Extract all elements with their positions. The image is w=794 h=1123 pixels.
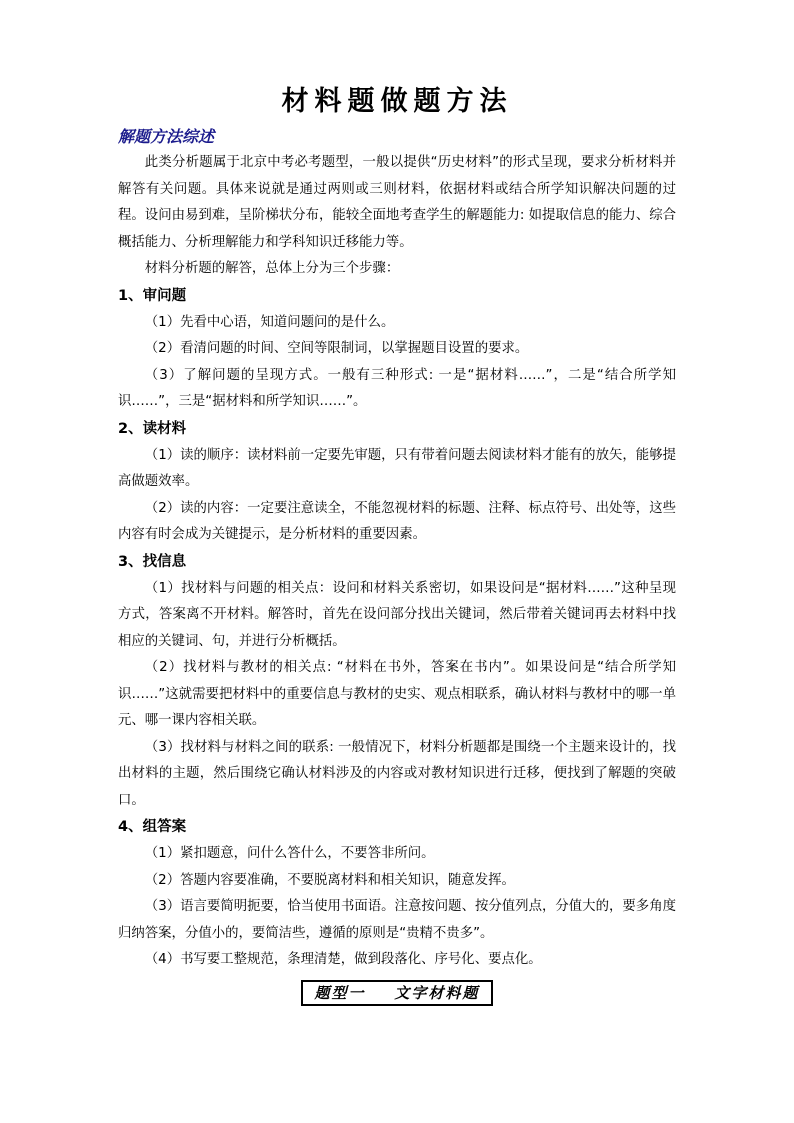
step-paragraph: （1）紧扣题意，问什么答什么，不要答非所问。 (144, 846, 435, 861)
section-heading: 3、找信息 (118, 553, 187, 570)
intro-paragraph: 材料分析题的解答，总体上分为三个步骤： (144, 261, 400, 276)
step-paragraph: （1）找材料与问题的相关点：设问和材料关系密切，如果设问是“据材料……”这种呈现方式，答案离不开材料。解答时，首先在设问部分找出关键词，然后带着关键词再去材料中找相应的关键词、句，并进行分析概括。 (118, 580, 676, 649)
section-find-information (118, 549, 676, 815)
page-title: 材料题做题方法 (281, 86, 513, 117)
step-paragraph: （1）读的顺序：读材料前一定要先审题，只有带着问题去阅读材料才能有的放矢，能够提高做题效率。 (118, 447, 676, 489)
section-compose-answer (118, 814, 676, 974)
question-type-label: 题型一 文字材料题 (301, 980, 493, 1006)
section-heading: 4、组答案 (118, 819, 187, 835)
section-heading: 2、读材料 (118, 420, 187, 437)
intro-paragraph: 此类分析题属于北京中考必考题型，一般以提供“历史材料”的形式呈现，要求分析材料并解答有关问题。具体来说就是通过两则或三则材料，依据材料或结合所学知识解决问题的过程。设问由易到难，呈阶梯状分布，能较全面地考查学生的解题能力: 如提取信息的能力、综合概括能力、分析理解能力和学科知识迁移能力等。 (118, 155, 676, 250)
section-read-material (118, 416, 676, 549)
step-paragraph: （4）书写要工整规范，条理清楚，做到段落化、序号化、要点化。 (144, 952, 542, 967)
step-paragraph: （3）找材料与材料之间的联系: 一般情况下，材料分析题都是围绕一个主题来设计的，找出材料的主题，然后围绕它确认材料涉及的内容或对教材知识进行迁移，便找到了解题的突破口。 (118, 739, 676, 808)
step-paragraph: （2）答题内容要准确，不要脱离材料和相关知识，随意发挥。 (144, 872, 515, 888)
step-paragraph: （2）找材料与教材的相关点: “材料在书外，答案在书内”。如果设问是“结合所学知识……”这就需要把材料中的重要信息与教材的史实、观点相联系，确认材料与教材中的哪一单元、哪一课内容相关联。 (118, 660, 676, 728)
step-paragraph: （3）了解问题的呈现方式。一般有三种形式: 一是“据材料……”，二是“结合所学知识……”，三是“据材料和所学知识……”。 (118, 367, 676, 409)
section-heading: 1、审问题 (118, 287, 187, 304)
step-paragraph: （2）读的内容：一定要注意读全，不能忽视材料的标题、注释、标点符号、出处等，这些内容有时会成为关键提示，是分析材料的重要因素。 (118, 500, 676, 542)
section-subtitle: 解题方法综述 (118, 127, 215, 146)
section-review-question (118, 283, 676, 416)
step-paragraph: （2）看清问题的时间、空间等限制词，以掌握题目设置的要求。 (144, 341, 529, 356)
step-paragraph: （1）先看中心语，知道问题问的是什么。 (144, 314, 395, 330)
step-paragraph: （3）语言要简明扼要，恰当使用书面语。注意按问题、按分值列点，分值大的，要多角度归纳答案，分值小的，要简洁些，遵循的原则是“贵精不贵多”。 (118, 899, 676, 941)
